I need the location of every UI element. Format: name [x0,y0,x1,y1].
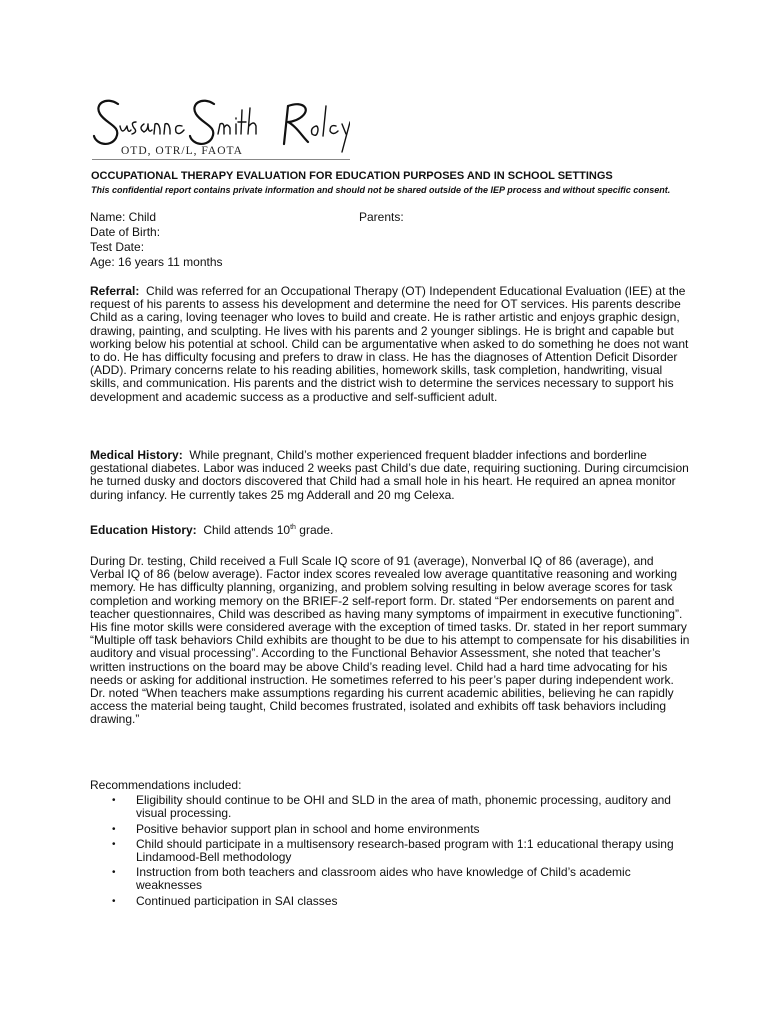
list-item-text: Instruction from both teachers and classroom aides who have knowledge of Child’s academic weaknesses [136,865,631,893]
referral-text: Child was referred for an Occupational Therapy (OT) Independent Educational Evaluation (IEE) at the request of his parents to assess his development and determine the need for OT services. His parents describe Child as a caring, loving teenager who loves to build and create. He is rather artistic and enjoys graphic design, drawing, painting, and sculpting. He lives with his parents and 2 younger siblings. He is bright and capable but working below his potential at school. Child can be argumentative when asked to do something he does not want to do. He has difficulty focusing and prefers to draw in class. He has the diagnoses of Attention Deficit Disorder (ADD). Primary concerns relate to his reading abilities, homework skills, task completion, handwriting, visual skills, and communication. His parents and the district wish to determine the services necessary to support his development and academic success as a productive and self-sufficient adult. [90,284,689,404]
list-item [90,895,690,908]
education-history-text: Child attends 10 [203,523,291,537]
list-item [90,838,690,864]
list-item-text: Positive behavior support plan in school and home environments [136,821,480,836]
referral-section [90,285,690,404]
bullet: • [112,867,116,879]
bullet: • [112,823,116,835]
list-item [90,823,690,836]
bullet: • [112,795,116,807]
bullet: • [112,895,116,907]
medical-history-label: Medical History: [90,448,183,462]
education-history-section [90,524,690,537]
education-history-text-end: grade. [295,523,334,537]
testing-paragraph: During Dr. testing, Child received a Full Scale IQ score of 91 (average), Nonverbal IQ of 86 (average), and Verbal IQ of 86 (below average). Factor index scores revealed low average quantitative reasoning and working memory. He has difficulty planning, organizing, and problem solving resulting in below average scores for task completion and working memory on the BRIEF-2 self-report form. Dr. stated “Per endorsements on parent and teacher questionnaires, Child was described as having many symptoms of impairment in executive functioning”. His fine motor skills were considered average with the exception of timed tasks. Dr. stated in her report summary “Multiple off task behaviors Child exhibits are thought to be due to his attempt to compensate for his disabilities in auditory and visual processing”. According to the Functional Behavior Assessment, she noted that teacher’s written instructions on the board may be above Child’s reading level. Child had a hard time advocating for his needs or asking for additional instruction. He sometimes referred to his peer’s paper during independent work. Dr. noted “When teachers make assumptions regarding his current academic abilities, believing he can rapidly access the material being taught, Child becomes frustrated, isolated and exhibits off task behaviors including drawing.” [90,554,690,727]
letterhead-credentials: OTD, OTR/L, FAOTA [121,145,243,157]
recommendations-section [90,779,690,910]
recommendations-heading: Recommendations included: [90,778,242,792]
parents-line: Parents: [359,210,404,224]
recommendations-list [90,794,690,908]
bullet: • [112,838,116,850]
list-item [90,794,690,820]
medical-history-section [90,449,690,502]
dob-line: Date of Birth: [90,225,161,239]
medical-history-text: While pregnant, Child’s mother experienced frequent bladder infections and borderline gestational diabetes. Labor was induced 2 weeks past Child’s due date, requiring suctioning. During circumcision he turned dusky and doctors discovered that Child had a small hole in his heart. He required an apnea monitor during infancy. He currently takes 25 mg Adderall and 20 mg Celexa. [90,448,689,502]
grade-superscript: th [290,524,296,531]
name-line: Name: Child [90,210,157,224]
letterhead-divider [92,159,350,160]
list-item [90,866,690,892]
list-item-text: Eligibility should continue to be OHI and SLD in the area of math, phonemic processing, auditory and visual processing. [136,793,671,821]
list-item-text: Child should participate in a multisensory research-based program with 1:1 educational therapy using Lindamood-Bell methodology [136,836,674,865]
list-item-text: Continued participation in SAI classes [136,893,338,908]
report-title: OCCUPATIONAL THERAPY EVALUATION FOR EDUCATION PURPOSES AND IN SCHOOL SETTINGS [91,170,613,182]
referral-label: Referral: [90,284,140,298]
test-date-line: Test Date: [90,240,145,254]
confidential-notice: This confidential report contains private information and should not be shared outside of the IEP process and without specific consent. [91,185,671,195]
age-line: Age: 16 years 11 months [90,255,223,269]
education-history-label: Education History: [90,523,197,537]
